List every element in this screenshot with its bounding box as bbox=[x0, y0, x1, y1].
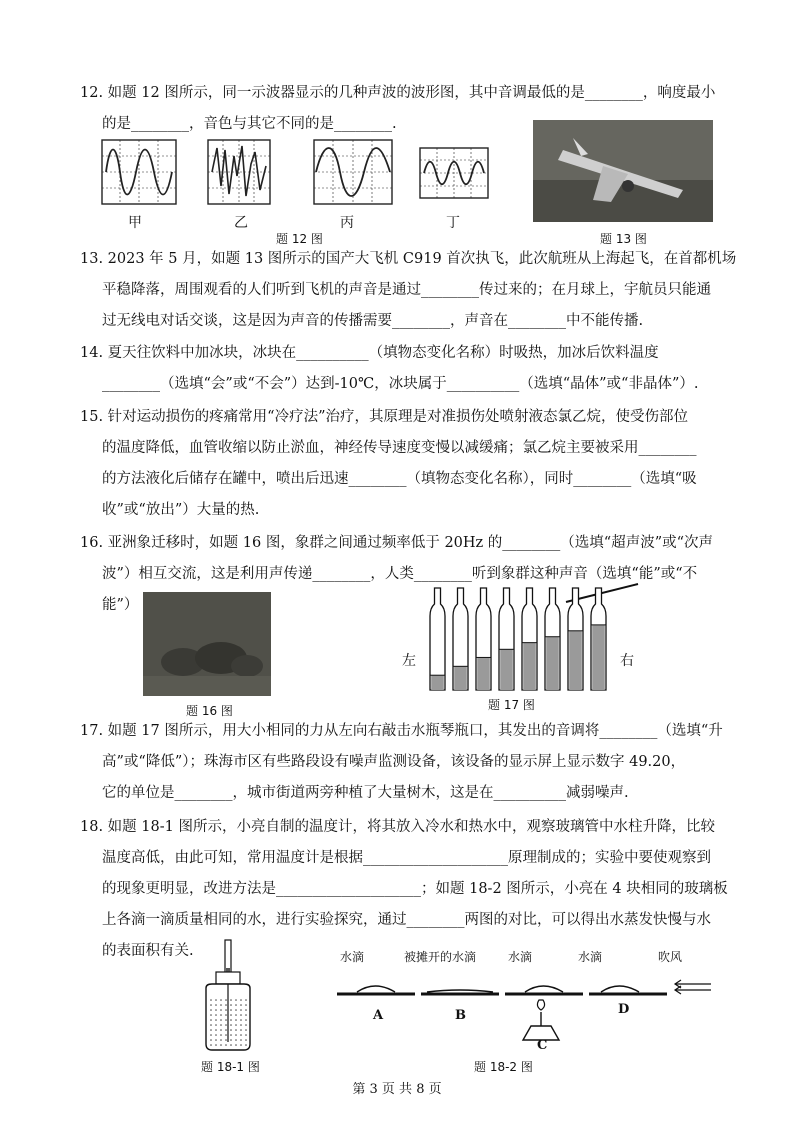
setup-D bbox=[589, 980, 711, 994]
q14-line-2: ________（选填“会”或“不会”）达到-10℃，冰块属于__________（选填“晶体”或“非晶体”）. bbox=[102, 376, 699, 392]
bottle-3 bbox=[476, 588, 491, 690]
bottle-4 bbox=[499, 588, 514, 690]
question-13 bbox=[80, 244, 736, 337]
q16-line-3: 能”） bbox=[102, 597, 139, 613]
q13-line-3: 过无线电对话交谈，这是因为声音的传播需要________，声音在________中不能传播. bbox=[102, 313, 644, 329]
q18-line-5: 的表面积有关. bbox=[102, 943, 194, 959]
label-D: D bbox=[618, 1002, 630, 1017]
wave-label-ding: 丁 bbox=[446, 215, 460, 231]
wave-label-yi: 乙 bbox=[234, 215, 248, 231]
label-drop-D: 水滴 bbox=[578, 950, 603, 964]
wave-label-jia: 甲 bbox=[128, 215, 142, 231]
bottle-water-6 bbox=[546, 637, 559, 690]
q15-line-2: 的温度降低，血管收缩以防止淤血，神经传导速度变慢以减缓痛；氯乙烷主要被采用________ bbox=[102, 440, 697, 456]
q12-line-2: 的是________，音色与其它不同的是________. bbox=[102, 116, 397, 132]
q12-line-1: 12. 如题 12 图所示，同一示波器显示的几种声波的波形图，其中音调最低的是________，响度最小 bbox=[80, 85, 716, 101]
bottles-right-label: 右 bbox=[620, 653, 634, 669]
bottle-water-4 bbox=[500, 649, 513, 690]
question-17 bbox=[80, 716, 723, 809]
figure-17-caption: 题 17 图 bbox=[488, 698, 535, 712]
oscilloscope-figures bbox=[96, 136, 506, 242]
oscilloscope-jia bbox=[102, 140, 176, 204]
q16-line-2: 波”）相互交流，这是利用声传递________，人类________听到象群这种声音（选填“能”或“不 bbox=[102, 566, 698, 582]
bottle-water-7 bbox=[569, 631, 582, 690]
elephants-photo bbox=[143, 592, 271, 696]
thermometer-bottle bbox=[194, 938, 264, 1054]
page-footer: 第 3 页 共 8 页 bbox=[352, 1082, 442, 1097]
q15-line-1: 15. 针对运动损伤的疼痛常用“冷疗法”治疗，其原理是对准损伤处喷射液态氯乙烷，使受伤部位 bbox=[80, 409, 688, 425]
figure-18-1-caption: 题 18-1 图 bbox=[201, 1060, 260, 1074]
bottles-group bbox=[430, 588, 606, 690]
q14-line-1: 14. 夏天往饮料中加冰块，冰块在__________（填物态变化名称）时吸热，加冰后饮料温度 bbox=[80, 345, 659, 361]
label-spread-B: 被摊开的水滴 bbox=[404, 950, 477, 964]
q18-line-1: 18. 如题 18-1 图所示，小亮自制的温度计，将其放入冷水和热水中，观察玻璃管中水柱升降，比较 bbox=[80, 819, 715, 835]
bottles-figure bbox=[400, 580, 650, 694]
evaporation-setups bbox=[335, 968, 715, 1052]
label-B: B bbox=[455, 1008, 466, 1023]
q18-line-2: 温度高低，由此可知，常用温度计是根据____________________原理制成的；实验中要使观察到 bbox=[102, 850, 711, 866]
q17-line-1: 17. 如题 17 图所示，用大小相同的力从左向右敲击水瓶琴瓶口，其发出的音调将________（选填“升 bbox=[80, 723, 723, 739]
label-C: C bbox=[537, 1038, 548, 1053]
bottle-2 bbox=[453, 588, 468, 690]
figure-12-caption: 题 12 图 bbox=[276, 232, 323, 246]
oscilloscope-bing bbox=[314, 140, 392, 204]
bottle-8 bbox=[591, 588, 606, 690]
label-drop-C: 水滴 bbox=[508, 950, 533, 964]
q15-line-4: 收”或“放出”）大量的热. bbox=[102, 502, 260, 518]
question-14 bbox=[80, 338, 698, 400]
bottle-water-3 bbox=[477, 657, 490, 690]
airplane-image bbox=[533, 120, 713, 222]
label-A: A bbox=[373, 1008, 384, 1023]
bottle-water-8 bbox=[592, 625, 605, 690]
question-18 bbox=[80, 812, 728, 967]
bottle-water-2 bbox=[454, 666, 467, 690]
q18-line-4: 上各滴一滴质量相同的水，进行实验探究，通过________两图的对比，可以得出水蒸发快慢与水 bbox=[102, 912, 711, 928]
q13-line-2: 平稳降落，周围观看的人们听到飞机的声音是通过________传过来的；在月球上，宇航员只能通 bbox=[102, 282, 711, 298]
wave-label-bing: 丙 bbox=[340, 215, 354, 231]
bottle-7 bbox=[568, 588, 583, 690]
q18-line-3: 的现象更明显，改进方法是____________________；如题 18-2 图所示，小亮在 4 块相同的玻璃板 bbox=[102, 881, 728, 897]
airplane-photo bbox=[533, 120, 713, 222]
bottle-1 bbox=[430, 588, 445, 690]
bottle-6 bbox=[545, 588, 560, 690]
q15-line-3: 的方法液化后储存在罐中，喷出后迅速________（填物态变化名称），同时________（选填“吸 bbox=[102, 471, 697, 487]
oscilloscope-ding bbox=[420, 148, 488, 198]
q13-line-1: 13. 2023 年 5 月，如题 13 图所示的国产大飞机 C919 首次执飞，此次航班从上海起飞，在首都机场 bbox=[80, 251, 737, 267]
label-drop-A: 水滴 bbox=[340, 950, 365, 964]
bottles-left-label: 左 bbox=[402, 653, 416, 669]
oscilloscope-yi bbox=[208, 140, 270, 204]
setup-B bbox=[421, 990, 499, 994]
bottle-5 bbox=[522, 588, 537, 690]
setup-C bbox=[505, 986, 583, 1040]
bottle-water-1 bbox=[431, 675, 444, 690]
figure-16-caption: 题 16 图 bbox=[186, 704, 233, 718]
q16-line-1: 16. 亚洲象迁移时，如题 16 图，象群之间通过频率低于 20Hz 的________（选填“超声波”或“次声 bbox=[80, 535, 714, 551]
q17-line-3: 它的单位是________，城市街道两旁种植了大量树木，这是在__________减弱噪声. bbox=[102, 785, 629, 801]
label-wind: 吹风 bbox=[658, 950, 683, 964]
q17-line-2: 高”或“降低”）；珠海市区有些路段设有噪声监测设备，该设备的显示屏上显示数字 49.20， bbox=[102, 754, 686, 770]
figure-18-2-caption: 题 18-2 图 bbox=[474, 1060, 533, 1074]
figure-13-caption: 题 13 图 bbox=[600, 232, 647, 246]
bottle-water-5 bbox=[523, 643, 536, 690]
elephants-image bbox=[143, 592, 271, 696]
question-15 bbox=[80, 402, 697, 526]
setup-A bbox=[337, 986, 415, 994]
